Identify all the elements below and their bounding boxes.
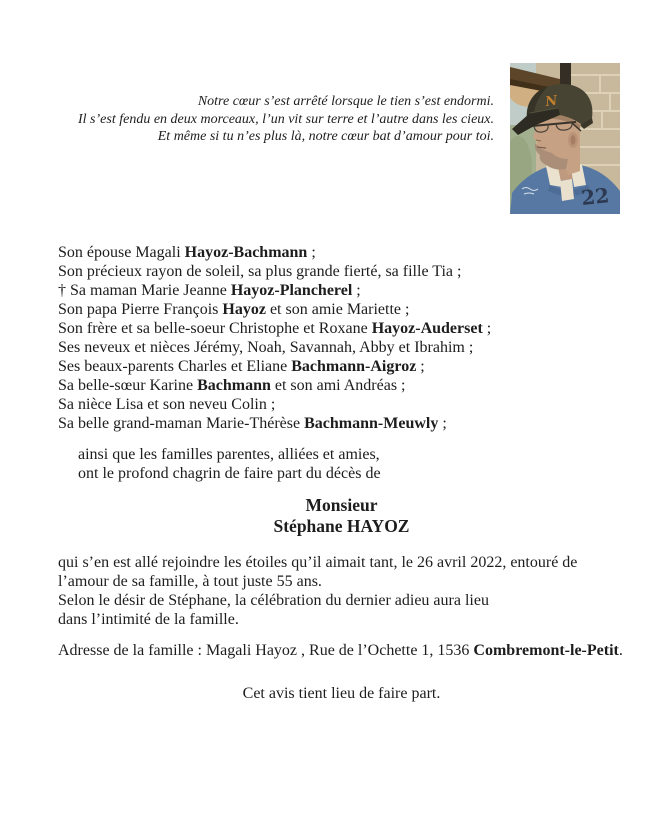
text-segment: ; (307, 244, 316, 261)
bold-text-segment: Combremont-le-Petit (473, 642, 619, 659)
photo-ear-inner (571, 135, 576, 145)
text-segment: Son papa Pierre François (58, 301, 223, 318)
text-segment: et son ami Andréas ; (270, 377, 406, 394)
text-segment: ; (482, 320, 492, 337)
text-line (58, 319, 491, 338)
text-line (58, 357, 491, 376)
family-list (58, 243, 491, 433)
text-line: ont le profond chagrin de faire part du décès de (78, 465, 381, 482)
text-line (58, 376, 491, 395)
bold-text-segment: Hayoz-Bachmann (184, 244, 308, 261)
text-line: dans l’intimité de la famille. (58, 611, 239, 628)
text-segment: ; (438, 415, 447, 432)
bold-text-segment: Hayoz (222, 301, 266, 318)
text-segment: Sa nièce Lisa et son neveu Colin ; (58, 396, 276, 413)
text-segment: Son précieux rayon de soleil, sa plus grande fierté, sa fille Tia ; (58, 263, 462, 280)
text-line: Selon le désir de Stéphane, la célébration du dernier adieu aura lieu (58, 592, 489, 609)
text-line (58, 395, 491, 414)
text-segment: Adresse de la famille : Magali Hayoz , Rue de l’Ochette 1, 1536 (58, 642, 474, 659)
deceased-honorific: Monsieur (305, 495, 378, 515)
text-line (58, 281, 491, 300)
text-segment: Sa belle grand-maman Marie-Thérèse (58, 415, 305, 432)
text-segment: † Sa maman Marie Jeanne (58, 282, 231, 299)
epitaph-poem (34, 93, 494, 146)
text-segment: Son épouse Magali (58, 244, 185, 261)
intro-lines (78, 445, 381, 483)
photo-shirt-number: 22 (580, 183, 611, 210)
bold-text-segment: Bachmann-Aigroz (291, 358, 417, 375)
text-line (58, 243, 491, 262)
text-line (58, 300, 491, 319)
text-segment: . (618, 642, 623, 659)
family-address (58, 641, 623, 660)
photo-cap-logo: N (544, 93, 559, 110)
text-segment: ; (352, 282, 361, 299)
portrait-photo (510, 63, 620, 214)
text-line: qui s’en est allé rejoindre les étoiles qu’il aimait tant, le 26 avril 2022, entouré de (58, 554, 578, 571)
text-line (58, 414, 491, 433)
text-segment: et son amie Mariette ; (265, 301, 410, 318)
text-segment: Son frère et sa belle-soeur Christophe et Roxane (58, 320, 372, 337)
bold-text-segment: Hayoz-Plancherel (230, 282, 353, 299)
text-line: Et même si tu n’es plus là, notre cœur bat d’amour pour toi. (157, 129, 494, 144)
photo-placket (560, 179, 574, 201)
text-line: l’amour de sa famille, à tout juste 55 ans. (58, 573, 322, 590)
bold-text-segment: Bachmann (197, 377, 271, 394)
deceased-name: Stéphane HAYOZ (273, 516, 410, 536)
bold-text-segment: Bachmann-Meuwly (304, 415, 439, 432)
text-line: Il s’est fendu en deux morceaux, l’un vit sur terre et l’autre dans les cieux. (78, 111, 494, 127)
text-segment: ; (416, 358, 425, 375)
text-segment: Ses beaux-parents Charles et Eliane (58, 358, 292, 375)
text-segment: Sa belle-sœur Karine (58, 377, 198, 394)
text-line (58, 338, 491, 357)
text-line: ainsi que les familles parentes, alliées et amies, (78, 446, 380, 463)
deceased-title-block (58, 495, 625, 537)
text-line: Notre cœur s’est arrêté lorsque le tien s’est endormi. (197, 94, 494, 109)
portrait-photo-illustration (510, 63, 620, 214)
bold-text-segment: Hayoz-Auderset (371, 320, 483, 337)
text-segment: Ses neveux et nièces Jérémy, Noah, Savannah, Abby et Ibrahim ; (58, 339, 474, 356)
closing-note: Cet avis tient lieu de faire part. (242, 685, 441, 702)
announcement-paragraph (58, 553, 577, 629)
text-line (58, 262, 491, 281)
